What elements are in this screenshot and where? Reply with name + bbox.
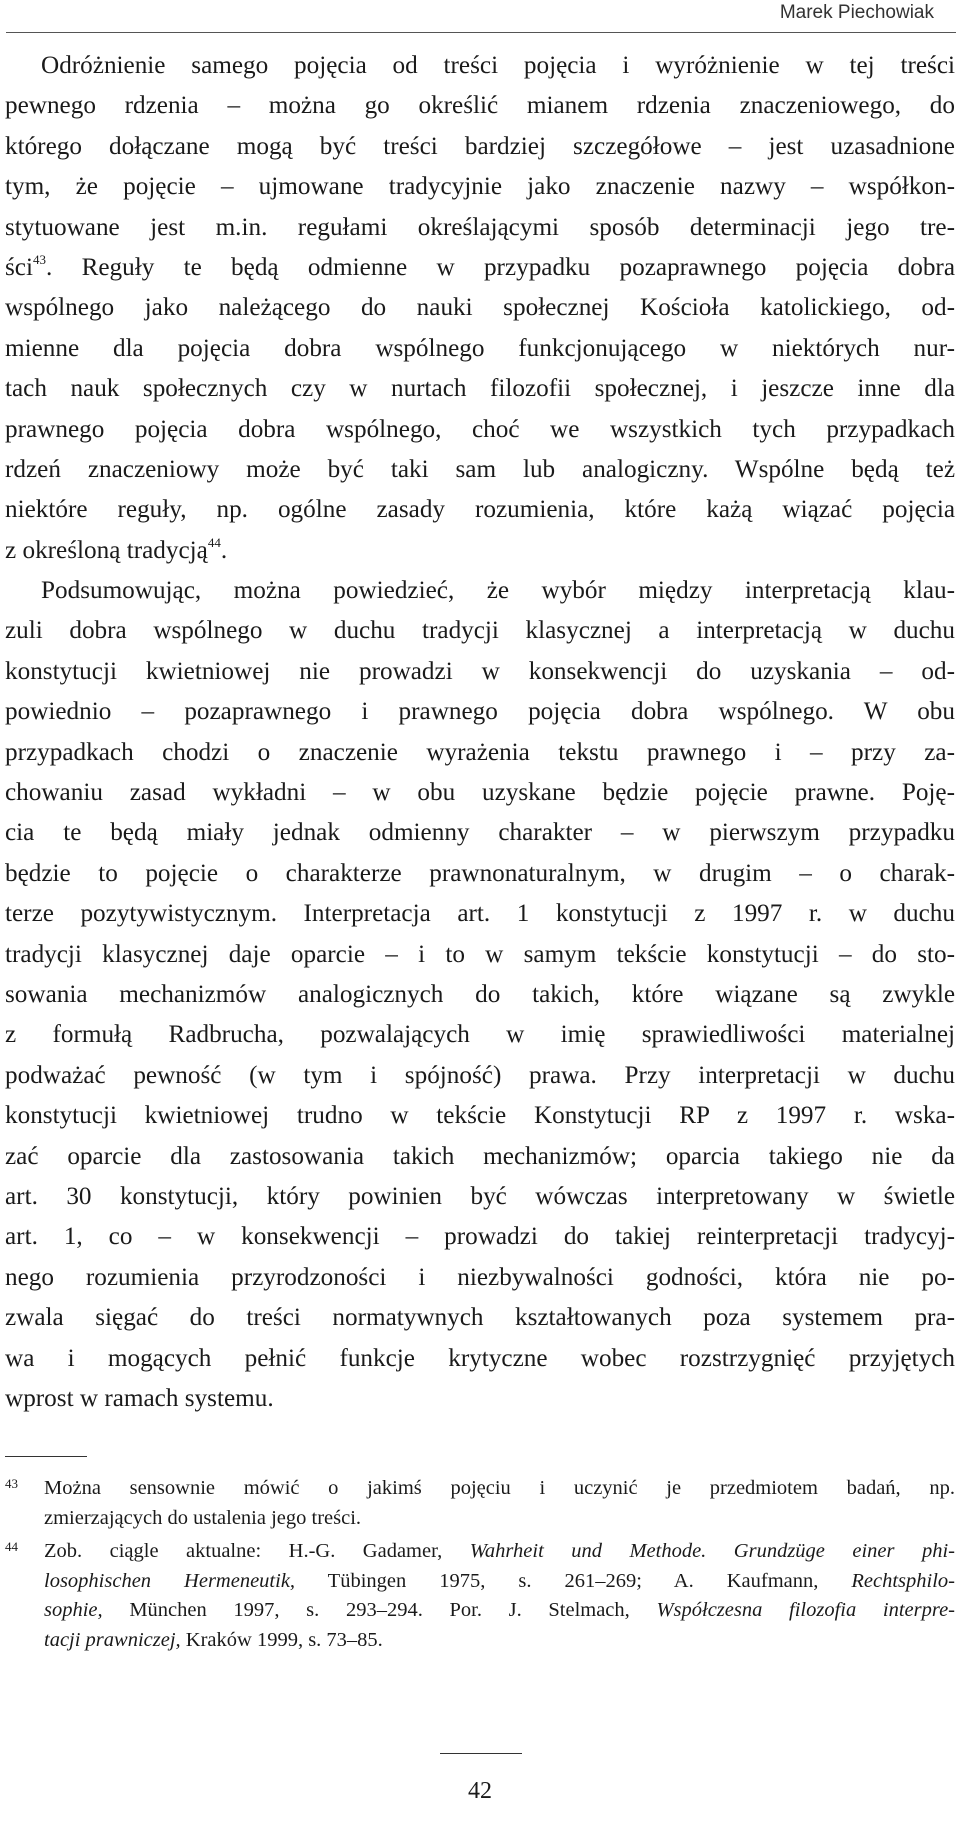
text-line: Podsumowując, można powiedzieć, że wybór między interpretacją klau-: [41, 577, 955, 605]
footnote-ref-43[interactable]: 43: [32, 251, 46, 267]
footnotes: [5, 1474, 955, 1656]
book-title: sophie,: [44, 1599, 103, 1622]
running-head: Marek Piechowiak: [779, 2, 934, 23]
text-line: wa i mogących pełnić funkcje krytyczne wobec rozstrzygnięć przyjętych: [5, 1344, 955, 1372]
text-line: chowaniu zasad wykładni – w obu uzyskane będzie pojęcie prawne. Poję-: [5, 779, 955, 807]
book-title: Współczesna filozofia interpre-: [656, 1599, 955, 1622]
text-line: konstytucji kwietniowej nie prowadzi w konsekwencji do uzyskania – od-: [5, 657, 955, 685]
text-line: pewnego rdzenia – można go określić mianem rdzenia znaczeniowego, do: [5, 92, 955, 120]
text-line: mienne dla pojęcia dobra wspólnego funkcjonującego w niektórych nur-: [5, 334, 955, 362]
text-line: prawnego pojęcia dobra wspólnego, choć we wszystkich tych przypadkach: [5, 415, 955, 443]
body-text: [5, 46, 955, 1419]
text-line: tach nauk społecznych czy w nurtach filozofii społecznej, i jeszcze inne dla: [5, 375, 955, 403]
paragraph-1: [5, 46, 955, 571]
text-line: wprost w ramach systemu.: [5, 1384, 274, 1412]
text-line: art. 1, co – w konsekwencji – prowadzi do takiej reinterpretacji tradycyj-: [5, 1223, 955, 1251]
book-title: Wahrheit und Methode. Grundzüge einer phi-: [469, 1540, 955, 1563]
footnote-line: zmierzających do ustalenia jego treści.: [44, 1506, 362, 1529]
text-fragment: .: [45, 253, 53, 281]
footnote-line: [44, 1596, 955, 1626]
text-line: tradycji klasycznej daje oparcie – i to w samym tekście konstytucji – do sto-: [5, 940, 955, 968]
text-fragment: Tübingen 1975, s. 261–269; A. Kaufmann,: [295, 1569, 852, 1592]
book-title: Rechtsphilo-: [851, 1569, 955, 1592]
text-line: nego rozumienia przyrodzoności i niezbywalności godności, która nie po-: [5, 1263, 955, 1291]
book-title: tacji prawniczej,: [44, 1628, 181, 1651]
footnote-43: [5, 1474, 955, 1533]
footnote-line: Można sensownie mówić o jakimś pojęciu i uczynić je przedmiotem badań, np.: [44, 1477, 955, 1499]
text-line: rdzeń znaczeniowy może być taki sam lub analogiczny. Wspólne będą też: [5, 455, 955, 483]
bottom-rule: [440, 1753, 522, 1754]
text-line: powiednio – pozaprawnego i prawnego pojęcia dobra wspólnego. W obu: [5, 698, 955, 726]
text-line: zać oparcie dla zastosowania takich mechanizmów; oparcia takiego nie da: [5, 1142, 955, 1170]
text-fragment: Zob. ciągle aktualne: H.-G. Gadamer,: [44, 1540, 470, 1563]
text-line: sowania mechanizmów analogicznych do takich, które wiązane są zwykle: [5, 980, 955, 1008]
text-line: stytuowane jest m.in. regułami określającymi sposób determinacji jego tre-: [5, 213, 955, 241]
text-line: niektóre reguły, np. ogólne zasady rozumienia, które każą wiązać pojęcia: [5, 496, 955, 524]
text-line: [5, 248, 955, 288]
text-fragment: Kraków 1999, s. 73–85.: [180, 1628, 383, 1651]
footnote-number: 43: [5, 1476, 18, 1491]
footnote-line: [44, 1537, 955, 1567]
text-line: tym, że pojęcie – ujmowane tradycyjnie jako znaczenie nazwy – współkon-: [5, 173, 955, 201]
text-line: zwala sięgać do treści normatywnych kształtowanych poza systemem pra-: [5, 1304, 955, 1332]
text-fragment: ści: [5, 253, 33, 281]
paragraph-2: [5, 571, 955, 1419]
text-fragment: München 1997, s. 293–294. Por. J. Stelmach,: [102, 1599, 657, 1622]
footnote-44: [5, 1537, 955, 1655]
text-line: będzie to pojęcie o charakterze prawnonaturalnym, w drugim – o charak-: [5, 859, 955, 887]
text-line: którego dołączane mogą być treści bardziej szczegółowe – jest uzasadnione: [5, 132, 955, 160]
text-line: wspólnego jako należącego do nauki społecznej Kościoła katolickiego, od-: [5, 294, 955, 322]
book-title: losophischen Hermeneutik,: [44, 1569, 296, 1592]
text-fragment: Reguły te będą odmienne w przypadku pozaprawnego pojęcia dobra: [81, 253, 955, 281]
text-line: art. 30 konstytucji, który powinien być wówczas interpretowany w świetle: [5, 1182, 955, 1210]
text-line: Odróżnienie samego pojęcia od treści pojęcia i wyróżnienie w tej treści: [41, 52, 955, 79]
header-rule: [6, 32, 956, 33]
footnote-number: 44: [5, 1539, 18, 1555]
text-line: terze pozytywistycznym. Interpretacja art. 1 konstytucji z 1997 r. w duchu: [5, 900, 955, 928]
text-line: zuli dobra wspólnego w duchu tradycji klasycznej a interpretacją w duchu: [5, 617, 955, 645]
text-line: [5, 531, 955, 571]
text-fragment: .: [220, 536, 228, 564]
footnote-rule: [5, 1456, 87, 1457]
text-line: przypadkach chodzi o znaczenie wyrażenia tekstu prawnego i – przy za-: [5, 738, 955, 766]
text-fragment: z określoną tradycją: [5, 536, 208, 564]
text-line: podważać pewność (w tym i spójność) prawa. Przy interpretacji w duchu: [5, 1061, 955, 1089]
footnote-line: [44, 1626, 955, 1656]
footnote-line: [44, 1567, 955, 1597]
text-line: cia te będą miały jednak odmienny charakter – w pierwszym przypadku: [5, 819, 955, 847]
text-line: z formułą Radbrucha, pozwalających w imię sprawiedliwości materialnej: [5, 1021, 955, 1049]
page-number: 42: [468, 1778, 492, 1804]
text-line: konstytucji kwietniowej trudno w tekście Konstytucji RP z 1997 r. wska-: [5, 1102, 955, 1130]
footnote-ref-44[interactable]: 44: [207, 534, 221, 550]
